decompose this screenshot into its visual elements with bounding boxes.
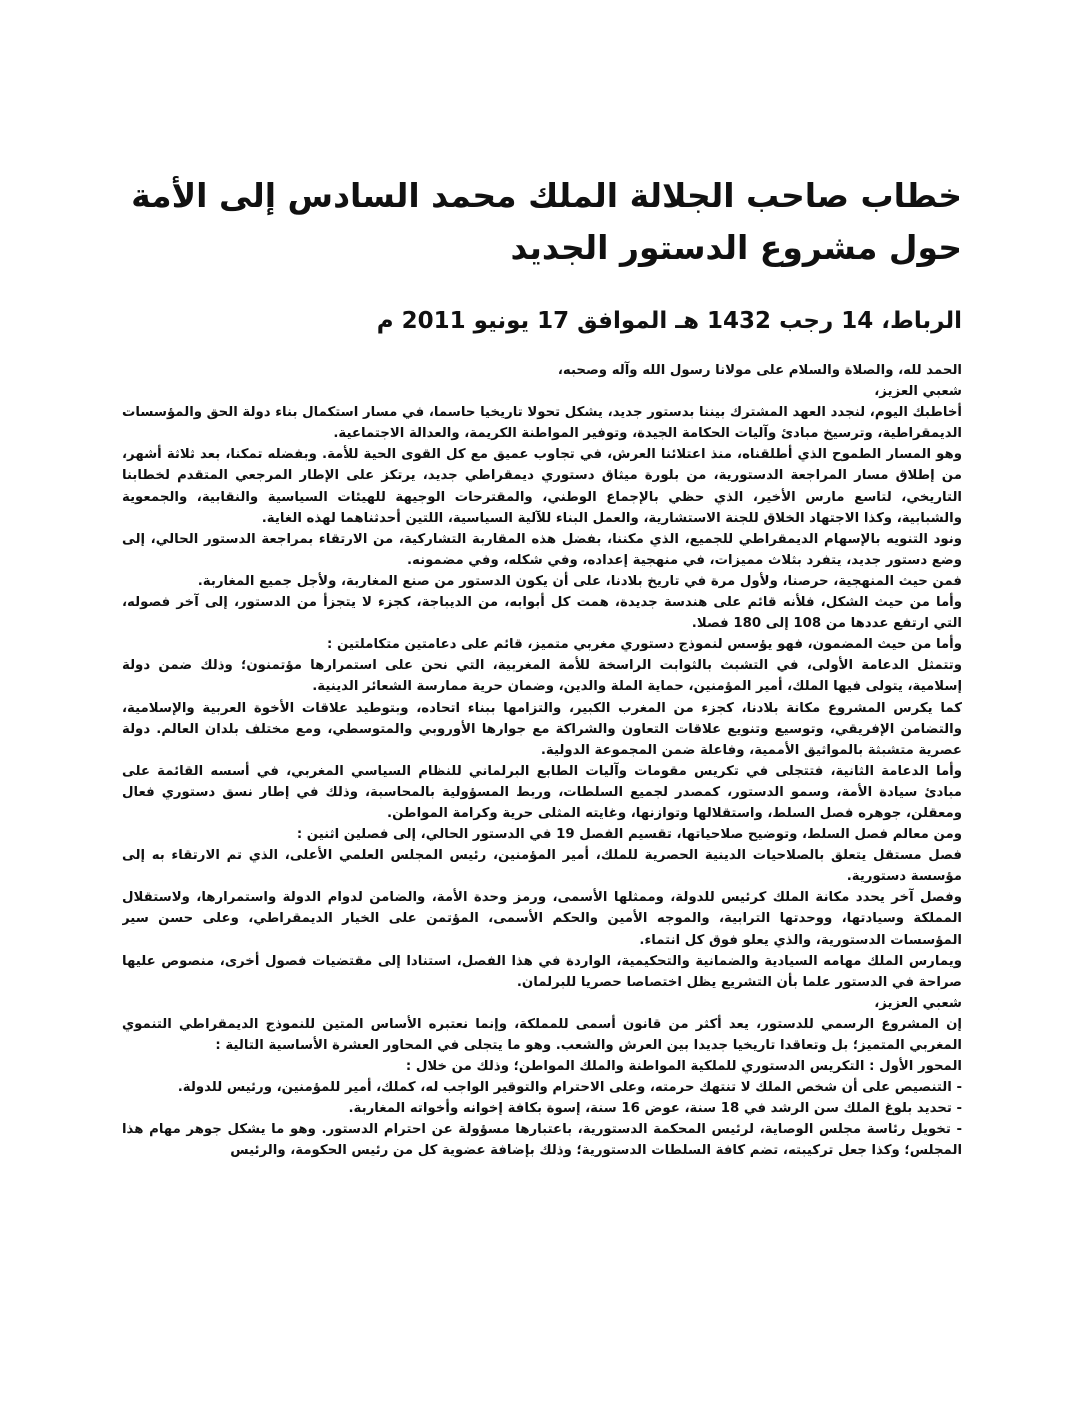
paragraph: وأما من حيث الشكل، فلأنه قائم على هندسة جديدة، همت كل أبوابه، من الديباجة، كجزء لا يتجزأ من الدستور، إلى آخر فصوله، التي ارتفع عددها من 108 إلى 180 فصلا.: [122, 595, 962, 632]
paragraph-greeting: الحمد لله، والصلاة والسلام على مولانا رسول الله وآله وصحبه،: [557, 363, 962, 378]
paragraph-salutation: شعبي العزيز،: [874, 995, 962, 1011]
paragraph: فصل مستقل يتعلق بالصلاحيات الدينية الحصرية للملك، أمير المؤمنين، رئيس المجلس العلمي الأعلى، الذي تم الارتقاء به إلى مؤسسة دستورية.: [122, 848, 962, 885]
paragraph: وفصل آخر يحدد مكانة الملك كرئيس للدولة، وممثلها الأسمى، ورمز وحدة الأمة، والضامن لدوام الدولة واستمرارها، ولاستقلال المملكة وسيادتها، ووحدتها الترابية، والموجه الأمين والحكم الأسمى، المؤتمن على الخيار الديمقراطي، وعلى حسن سير المؤسسات الدستورية، والذي يعلو فوق كل انتماء.: [122, 890, 962, 948]
paragraph: إن المشروع الرسمي للدستور، يعد أكثر من قانون أسمى للمملكة، وإنما نعتبره الأساس المتين للنموذج الديمقراطي التنموي المغربي المتميز؛ بل وتعاقدا تاريخيا جديدا بين العرش والشعب. وهو ما يتجلى في المحاور العشرة الأساسية التالية :: [122, 1016, 962, 1053]
title-line-2: حول مشروع الدستور الجديد: [510, 228, 962, 267]
paragraph: ونود التنويه بالإسهام الديمقراطي للجميع، الذي مكننا، بفضل هذه المقاربة التشاركية، من الارتقاء بمراجعة الدستور الحالي، إلى وضع دستور جديد، يتفرد بثلاث مميزات، في منهجية إعداده، وفي شكله، وفي مضمونه.: [122, 531, 962, 568]
speech-body: [122, 360, 962, 1162]
paragraph: ويمارس الملك مهامه السيادية والضمانية والتحكيمية، الواردة في هذا الفصل، استنادا إلى مقتضيات فصول أخرى، منصوص عليها صراحة في الدستور علما بأن التشريع يظل اختصاصا حصريا للبرلمان.: [122, 953, 962, 990]
paragraph: وأما الدعامة الثانية، فتتجلى في تكريس مقومات وآليات الطابع البرلماني للنظام السياسي المغربي، في أسسه القائمة على مبادئ سيادة الأمة، وسمو الدستور، كمصدر لجميع السلطات، وربط المسؤولية بالمحاسبة، وذلك في إطار نسق دستوري فعال ومعقلن، جوهره فصل السلط، واستقلالها وتوازنها، وغايته المثلى حرية وكرامة المواطن.: [122, 763, 962, 821]
list-item: - التنصيص على أن شخص الملك لا تنتهك حرمته، وعلى الاحترام والتوقير الواجب له، كملك، أمير للمؤمنين، ورئيس للدولة.: [177, 1080, 962, 1096]
title-line-1: خطاب صاحب الجلالة الملك محمد السادس إلى الأمة: [131, 176, 962, 215]
list-item: - تخويل رئاسة مجلس الوصاية، لرئيس المحكمة الدستورية، باعتبارها مسؤولة عن احترام الدستور. وهو ما يشكل جوهر مهام هذا المجلس؛ وكذا جعل تركيبته، تضم كافة السلطات الدستورية؛ وذلك بإضافة عضوية كل من رئيس الحكومة، والرئيس: [122, 1122, 962, 1159]
paragraph: وتتمثل الدعامة الأولى، في التشبث بالثوابت الراسخة للأمة المغربية، التي نحن على استمرارها مؤتمنون؛ وذلك ضمن دولة إسلامية، يتولى فيها الملك، أمير المؤمنين، حماية الملة والدين، وضمان حرية ممارسة الشعائر الدينية.: [122, 658, 962, 695]
paragraph: فمن حيث المنهجية، حرصنا، ولأول مرة في تاريخ بلادنا، على أن يكون الدستور من صنع المغاربة، ولأجل جميع المغاربة.: [197, 573, 962, 589]
paragraph: وهو المسار الطموح الذي أطلقناه، منذ اعتلائنا العرش، في تجاوب عميق مع كل القوى الحية للأمة. وبفضله تمكنا، بعد ثلاثة أشهر، من إطلاق مسار المراجعة الدستورية، من بلورة ميثاق دستوري ديمقراطي جديد، يرتكز على الإطار المرجعي المتقدم لخطابنا التاريخي، لتاسع مارس الأخير، الذي حظي بالإجماع الوطني، والمقترحات الوجيهة للهيئات السياسية والنقابية، والجمعوية والشبابية، وكذا الاجتهاد الخلاق للجنة الاستشارية، والعمل البناء للآلية السياسية، اللتين أحدثناهما لهذه الغاية.: [122, 447, 962, 526]
paragraph: ومن معالم فصل السلط، وتوضيح صلاحياتها، تقسيم الفصل 19 في الدستور الحالي، إلى فصلين اثنين :: [296, 827, 962, 843]
speech-document: [122, 170, 962, 1370]
paragraph: أخاطبك اليوم، لنجدد العهد المشترك بيننا بدستور جديد، يشكل تحولا تاريخيا حاسما، في مسار استكمال بناء دولة الحق والمؤسسات الديمقراطية، وترسيخ مبادئ وآليات الحكامة الجيدة، وتوفير المواطنة الكريمة، والعدالة الاجتماعية.: [122, 405, 962, 442]
paragraph: كما يكرس المشروع مكانة بلادنا، كجزء من المغرب الكبير، والتزامها ببناء اتحاده، وبتوطيد علاقات الأخوة العربية والإسلامية، والتضامن الإفريقي، وتوسيع وتنويع علاقات التعاون والشراكة مع جوارها الأوروبي والمتوسطي، ومع مختلف بلدان العالم. دولة عصرية متشبثة بالمواثيق الأممية، وفاعلة ضمن المجموعة الدولية.: [122, 700, 962, 758]
list-item: - تحديد بلوغ الملك سن الرشد في 18 سنة، عوض 16 سنة، إسوة بكافة إخوانه وأخواته المغاربة.: [348, 1101, 962, 1117]
document-title: [122, 170, 962, 274]
date-line: الرباط، 14 رجب 1432 هـ الموافق 17 يونيو 2011 م: [376, 308, 962, 334]
paragraph-salutation: شعبي العزيز،: [874, 384, 962, 400]
paragraph: وأما من حيث المضمون، فهو يؤسس لنموذج دستوري مغربي متميز، قائم على دعامتين متكاملتين :: [327, 637, 962, 653]
paragraph-axis-heading: المحور الأول : التكريس الدستوري للملكية المواطنة والملك المواطن؛ وذلك من خلال :: [405, 1059, 962, 1075]
